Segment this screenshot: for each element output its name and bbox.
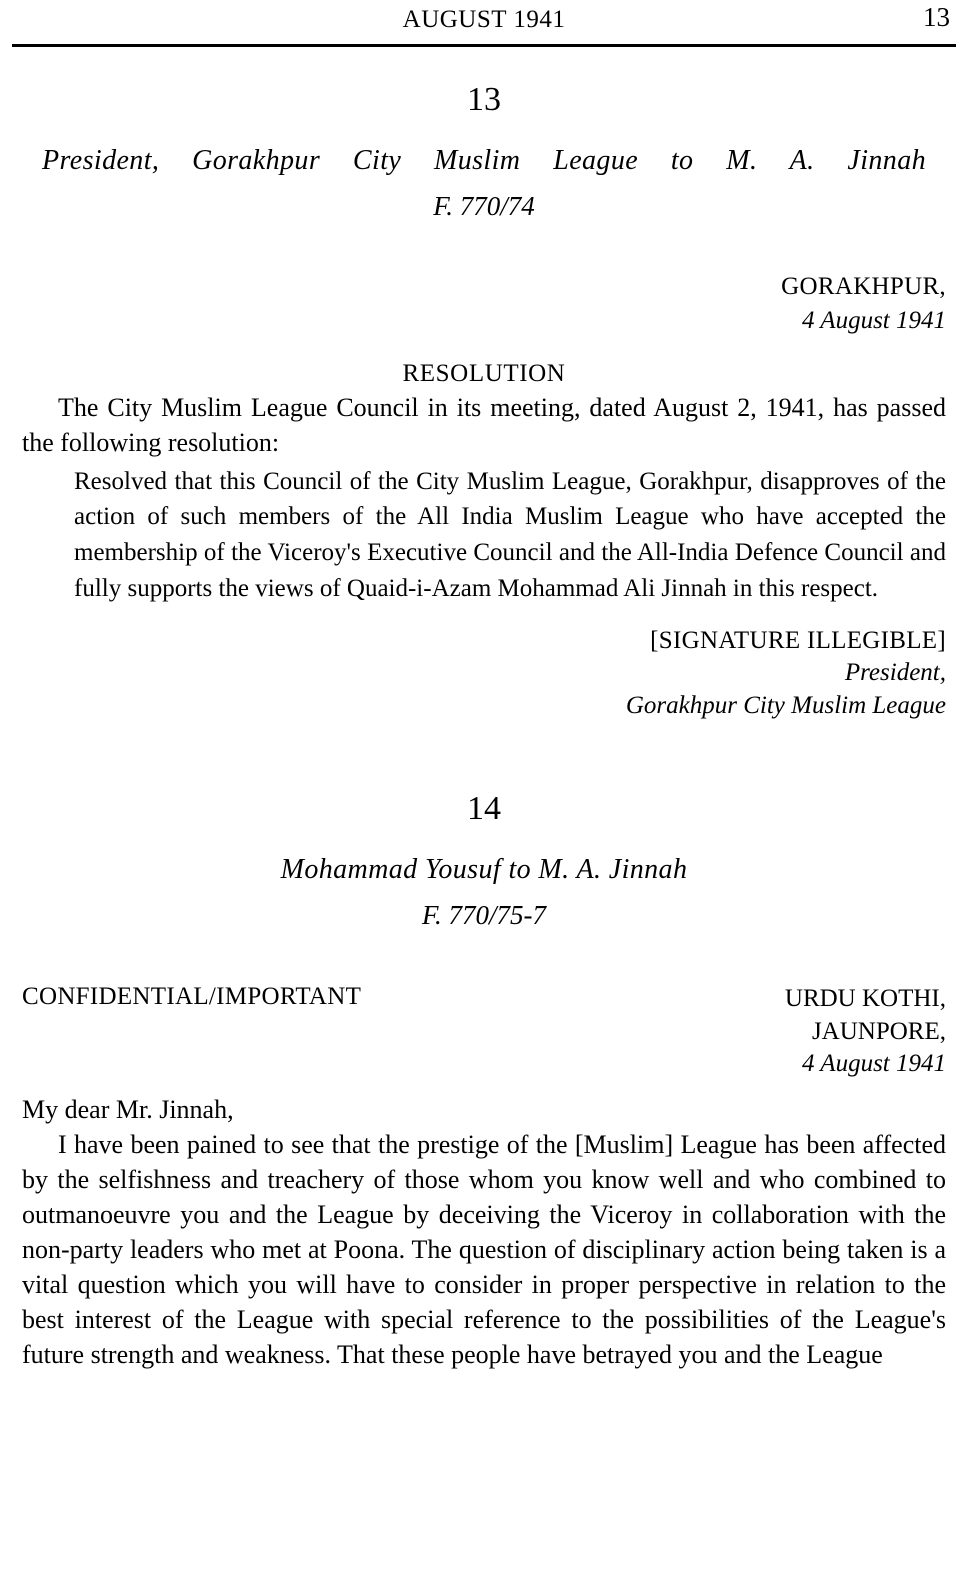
address-line-2: JAUNPORE, [811, 1017, 946, 1045]
document-title: Mohammad Yousuf to M. A. Jinnah [280, 854, 688, 886]
document-paragraph: The City Muslim League Council in its meeting, dated August 2, 1941, has passed the following resolution: [22, 392, 946, 457]
document-reference: F. 770/75-7 [421, 900, 546, 931]
letter-head [22, 983, 946, 1081]
header-divider [12, 44, 956, 47]
signature-organisation: Gorakhpur City Muslim League [625, 691, 946, 719]
signature-block [22, 625, 946, 723]
document-number: 13 [467, 81, 501, 118]
date-line: 4 August 1941 [802, 1050, 946, 1078]
place-date-block [22, 270, 946, 338]
page-content [0, 81, 968, 1372]
signature-name: [SIGNATURE ILLEGIBLE] [650, 626, 946, 654]
document-number: 14 [467, 790, 501, 828]
address-line-1: URDU KOTHI, [784, 985, 946, 1013]
running-head-title: AUGUST 1941 [402, 6, 566, 33]
resolution-quote: Resolved that this Council of the City Muslim League, Gorakhpur, disapproves of the action of such members of the All India Muslim League who have accepted the membership of the Viceroy's Executive Council and the All-India Defence Council and fully supports the views of Quaid-i-Azam Mohammad Ali Jinnah in this respect. [74, 467, 946, 602]
document-title: President, Gorakhpur City Muslim League to M. A. Jinnah [42, 145, 926, 176]
salutation: My dear Mr. Jinnah, [22, 1094, 234, 1124]
document-reference: F. 770/74 [433, 191, 535, 221]
document-13 [22, 81, 946, 722]
page-number: 13 [923, 2, 950, 32]
resolution-caption: RESOLUTION [402, 359, 566, 387]
page-header [0, 0, 968, 38]
address-block [785, 983, 946, 1081]
document-14 [22, 790, 946, 1372]
document-paragraph: I have been pained to see that the prestige of the [Muslim] League has been affected by the selfishness and treachery of those whom you know well and who combined to outmanoeuvre you and the League by deceiving the Viceroy in collaboration with the non-party leaders who met at Poona. The question of disciplinary action being taken is a vital question which you will have to consider in proper perspective in relation to the best interest of the League with special reference to the possibilities of the League's future strength and weakness. That these people have betrayed you and the League [22, 1129, 946, 1370]
classification-label: CONFIDENTIAL/IMPORTANT [22, 983, 362, 1011]
signature-role: President, [844, 659, 946, 687]
place-line: GORAKHPUR, [781, 273, 946, 300]
date-line: 4 August 1941 [802, 306, 946, 334]
